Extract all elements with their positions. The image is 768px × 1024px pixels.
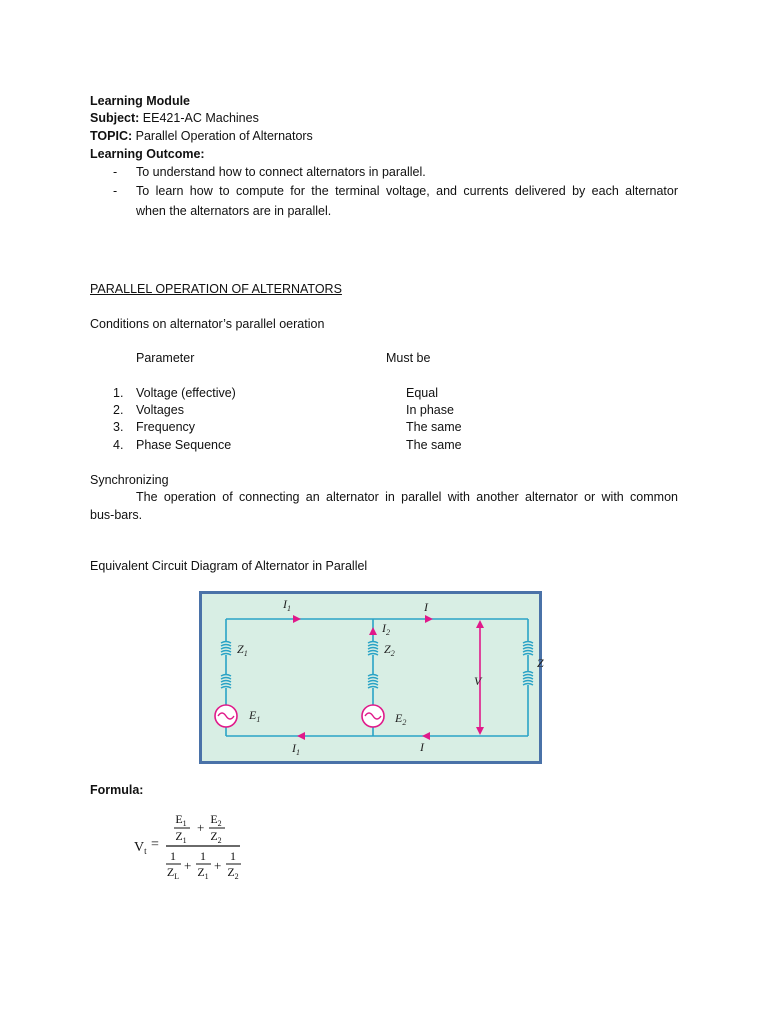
formula-den-top: 1 [230,849,236,863]
section-title: PARALLEL OPERATION OF ALTERNATORS [90,282,342,296]
diagram-heading: Equivalent Circuit Diagram of Alternator in Parallel [90,559,368,573]
equivalent-circuit-diagram [199,591,542,764]
formula-den-bottom: $Z_2$ [227,865,239,881]
label-i-top: I [424,600,428,614]
formula-num-bottom: $Z_1$ [175,829,187,845]
ac-source-e1-icon [215,705,237,727]
formula-lhs: $V_t$ [134,840,147,856]
row-value: In phase [406,403,454,417]
column-header-mustbe: Must be [386,351,431,365]
row-parameter: Frequency [136,420,196,434]
module-title: Learning Module [90,94,190,108]
topic-label: TOPIC: [90,129,133,143]
subject-line [90,110,259,127]
sync-paragraph-line2: bus-bars. [90,508,143,522]
row-parameter: Voltages [136,403,184,417]
formula-num-top: $E_2$ [210,812,222,828]
formula-num-bottom: $Z_2$ [210,829,222,845]
ac-source-e2-icon [362,705,384,727]
formula-num-top: $E_1$ [175,812,187,828]
row-number: 1. [113,386,124,400]
label-i1-bottom: $I_1$ [292,741,300,757]
formula-plus: + [197,820,205,835]
row-number: 2. [113,403,124,417]
row-value: The same [406,438,462,452]
sync-paragraph-line1: The operation of connecting an alternator in parallel with another alternator or with common [136,490,678,504]
formula-den-bottom: $Z_1$ [197,865,209,881]
row-parameter: Phase Sequence [136,438,232,452]
label-i1-top: $I_1$ [283,597,291,613]
topic-line [90,128,313,145]
row-value: Equal [406,386,438,400]
subject-label: Subject: [90,111,140,125]
formula-equals: = [151,837,159,852]
outcome-item-continuation: when the alternators are in parallel. [136,204,332,218]
column-header-parameter: Parameter [136,351,195,365]
formula-den-top: 1 [200,849,206,863]
topic-value: Parallel Operation of Alternators [135,129,313,143]
label-z2: $Z_2$ [384,642,395,658]
outcome-item: To learn how to compute for the terminal voltage, and currents delivered by each alternator [136,184,678,198]
conditions-heading: Conditions on alternator’s parallel oeration [90,317,325,331]
label-e2: $E_2$ [395,711,407,727]
label-e1: $E_1$ [249,708,261,724]
formula-plus: + [214,858,222,873]
outcome-item: To understand how to connect alternators in parallel. [136,165,426,179]
row-value: The same [406,420,462,434]
label-z-load: Z [537,656,544,670]
label-v: V [474,674,482,688]
formula-den-bottom: $Z_L$ [166,865,180,881]
label-z1: $Z_1$ [237,642,248,658]
formula-plus: + [184,858,192,873]
row-number: 4. [113,438,124,452]
outcome-label: Learning Outcome: [90,147,205,161]
label-i2: $I_2$ [382,621,390,637]
label-i-bottom: I [420,740,424,754]
terminal-voltage-formula [130,808,260,882]
bullet: - [113,165,118,179]
formula-label: Formula: [90,783,144,797]
sync-heading: Synchronizing [90,473,169,487]
formula-den-top: 1 [170,849,176,863]
row-parameter: Voltage (effective) [136,386,236,400]
bullet: - [113,184,118,198]
subject-value: EE421-AC Machines [142,111,259,125]
row-number: 3. [113,420,124,434]
